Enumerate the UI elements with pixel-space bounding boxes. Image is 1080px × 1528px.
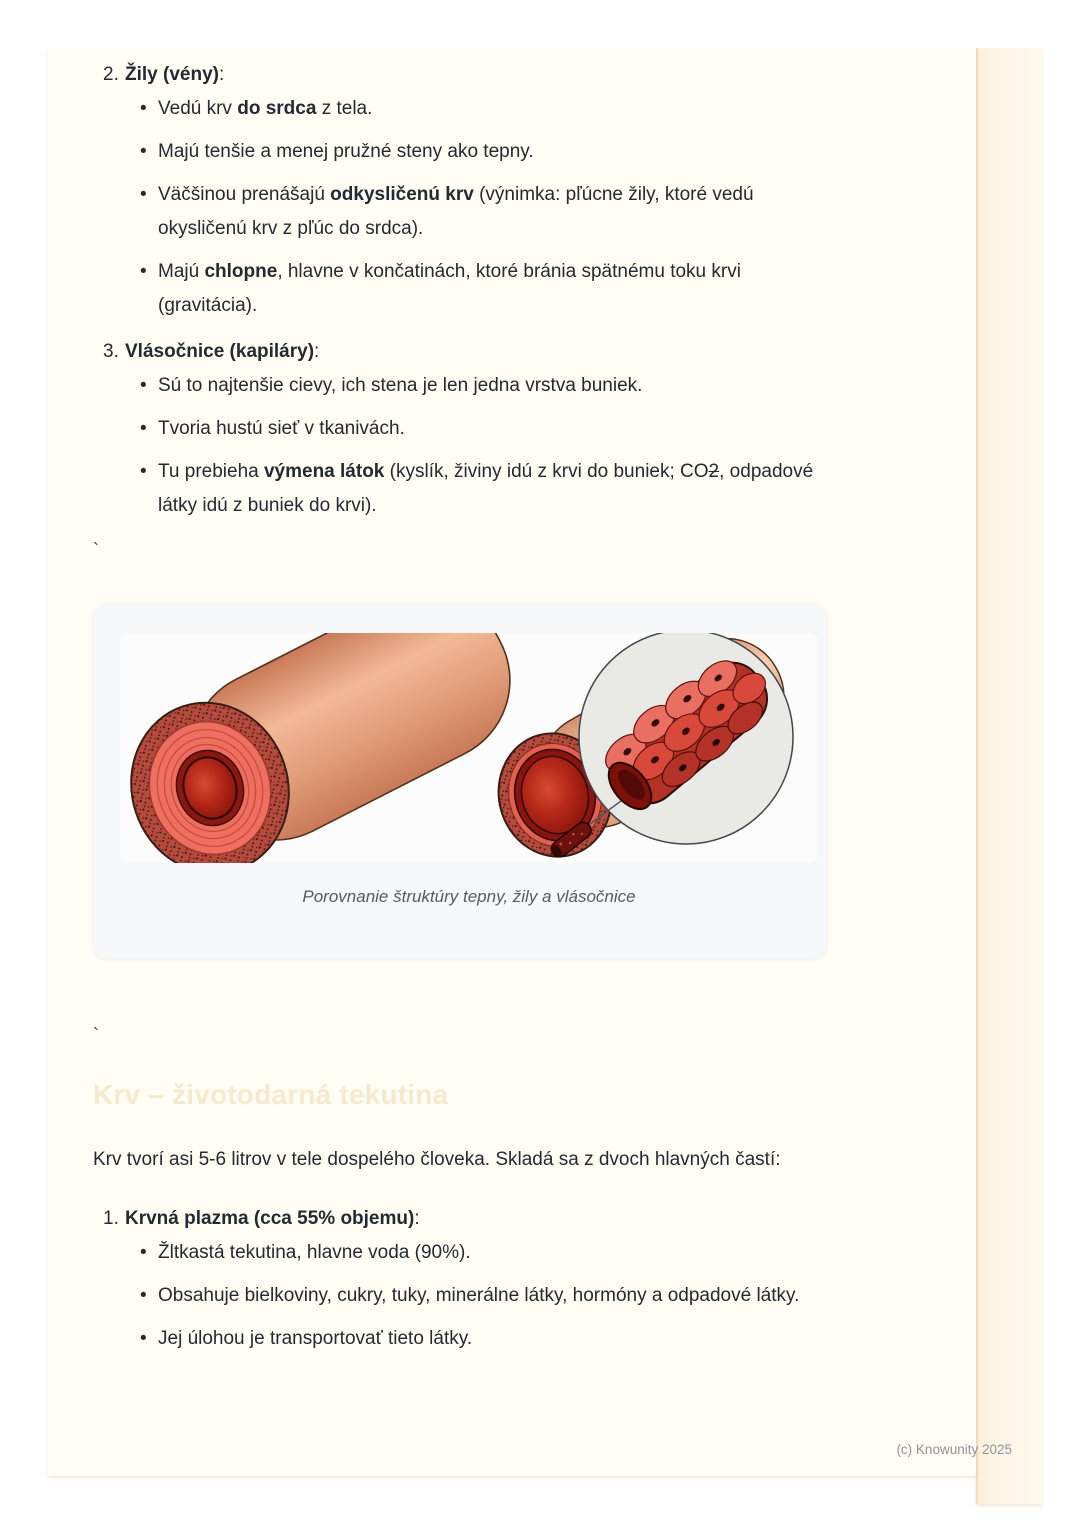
list-item: [93, 412, 827, 446]
numbered-item-plasma: [103, 1202, 827, 1236]
bullet-marker: •: [140, 1285, 147, 1306]
artery-illustration: [120, 633, 538, 863]
list-item: [93, 178, 827, 246]
figure-image: [120, 633, 818, 863]
numbered-item-title: Vlásočnice (kapiláry):: [125, 341, 320, 362]
blood-intro-paragraph: Krv tvorí asi 5-6 litrov v tele dospelého človeka. Skladá sa z dvoch hlavných častí:: [93, 1149, 781, 1170]
list-item: [93, 1279, 827, 1313]
figure-card: [93, 603, 827, 959]
bullet-text: Obsahuje bielkoviny, cukry, tuky, minerálne látky, hormóny a odpadové látky.: [158, 1285, 800, 1306]
capillary-magnified-illustration: [548, 633, 793, 860]
bullet-marker: •: [140, 141, 147, 162]
list-number: 2.: [103, 64, 119, 85]
page-content: [93, 58, 827, 1356]
next-page-edge: [976, 48, 1042, 1504]
numbered-item-veins: [103, 58, 827, 92]
bullet-text: Väčšinou prenášajú odkysličenú krv (výnimka: pľúcne žily, ktoré vedú okysličenú krv z pľúc do srdca).: [158, 184, 754, 239]
veins-bullet-list: [93, 92, 827, 323]
section-heading-blood: Krv – životodarná tekutina: [93, 1079, 449, 1110]
bullet-text: Sú to najtenšie cievy, ich stena je len jedna vrstva buniek.: [158, 375, 643, 396]
list-item: [93, 455, 827, 523]
bullet-text: Jej úlohou je transportovať tieto látky.: [158, 1328, 473, 1349]
list-number: 3.: [103, 341, 119, 362]
bullet-text: Žltkastá tekutina, hlavne voda (90%).: [158, 1242, 471, 1263]
bullet-text: Majú tenšie a menej pružné steny ako tepny.: [158, 141, 534, 162]
list-item: [93, 255, 827, 323]
bullet-marker: •: [140, 184, 147, 205]
bullet-marker: •: [140, 98, 147, 119]
bullet-marker: •: [140, 261, 147, 282]
list-item: [93, 135, 827, 169]
capillaries-bullet-list: [93, 369, 827, 523]
copyright-notice: (c) Knowunity 2025: [896, 1442, 1012, 1457]
bullet-text: Vedú krv do srdca z tela.: [158, 98, 373, 119]
numbered-item-title: Žily (vény):: [125, 64, 225, 85]
vessel-comparison-illustration: [120, 633, 818, 863]
bullet-text: Majú chlopne, hlavne v končatinách, ktoré bránia spätnému toku krvi (gravitácia).: [158, 261, 741, 316]
bullet-marker: •: [140, 461, 147, 482]
bullet-marker: •: [140, 1328, 147, 1349]
figure-caption: Porovnanie štruktúry tepny, žily a vlásočnice: [302, 887, 636, 906]
list-item: [93, 369, 827, 403]
list-number: 1.: [103, 1208, 119, 1229]
document-page: [48, 48, 976, 1476]
list-item: [93, 1322, 827, 1356]
stray-backtick: `: [93, 540, 99, 560]
stray-backtick: `: [93, 1025, 99, 1045]
bullet-text: Tu prebieha výmena látok (kyslík, živiny idú z krvi do buniek; CO2, odpadové látky idú z buniek do krvi).: [158, 461, 814, 516]
plasma-bullet-list: [93, 1236, 827, 1356]
bullet-marker: •: [140, 1242, 147, 1263]
list-item: [93, 92, 827, 126]
bullet-marker: •: [140, 375, 147, 396]
bullet-text: Tvoria hustú sieť v tkanivách.: [158, 418, 405, 439]
bullet-marker: •: [140, 418, 147, 439]
numbered-item-capillaries: [103, 335, 827, 369]
numbered-item-title: Krvná plazma (cca 55% objemu):: [125, 1208, 420, 1229]
list-item: [93, 1236, 827, 1270]
